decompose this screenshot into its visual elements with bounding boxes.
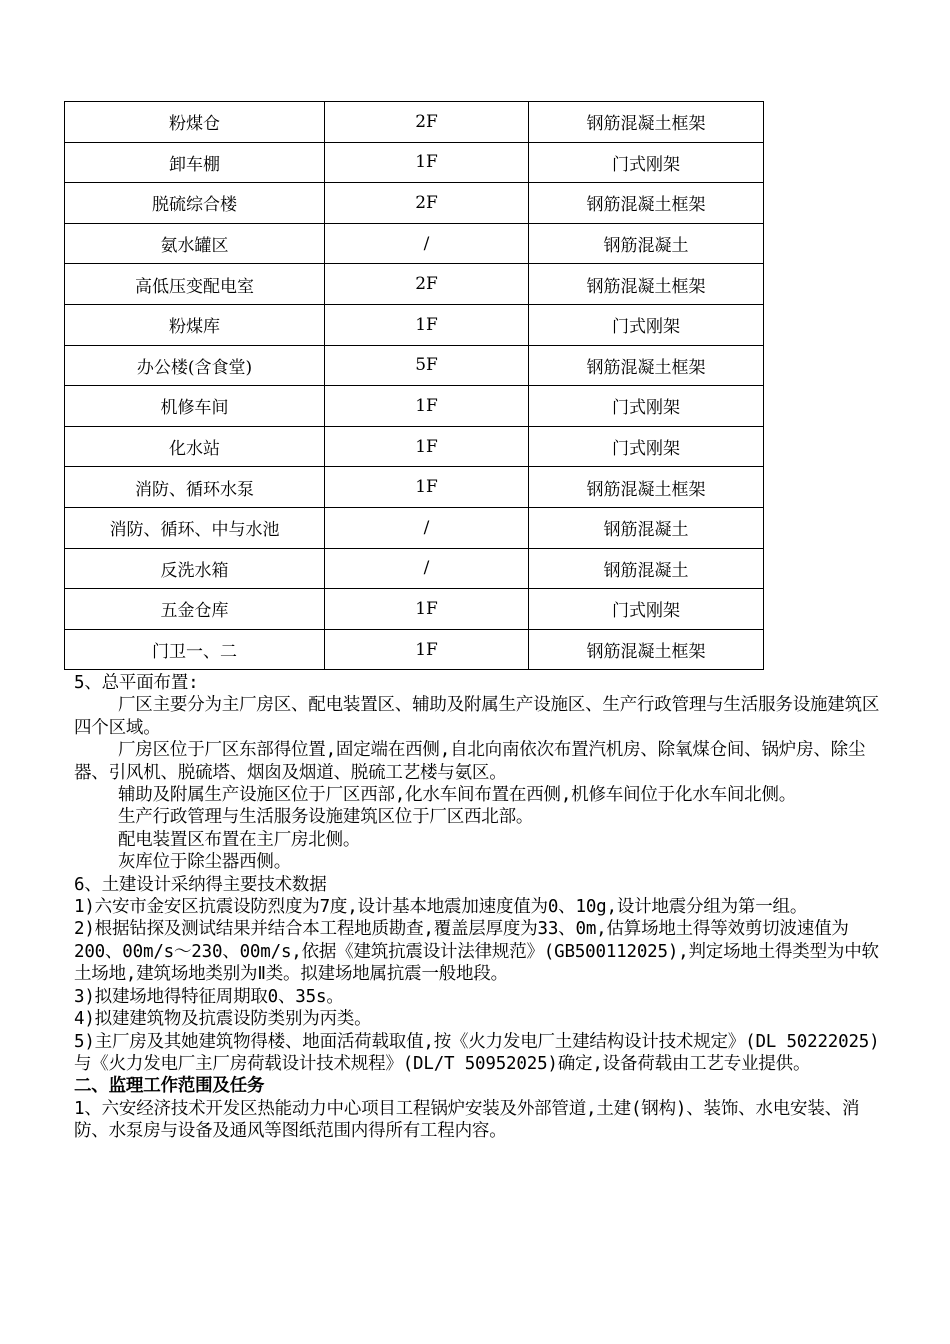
structure-type-cell: 钢筋混凝土框架 bbox=[529, 183, 764, 224]
section-6-item: 4)拟建建筑物及抗震设防类别为丙类。 bbox=[74, 1009, 372, 1030]
section-6-item: 5)主厂房及其她建筑物得楼、地面活荷载取值,按《火力发电厂土建结构设计技术规定》(DL 50222025)与《火力发电厂主厂房荷载设计技术规程》(DL/T 50952025)确定,设备荷载由工艺专业提供。 bbox=[74, 1031, 880, 1074]
structure-type-cell: 门式刚架 bbox=[529, 142, 764, 183]
structure-type-cell: 钢筋混凝土框架 bbox=[529, 467, 764, 508]
floor-count-cell: 1F bbox=[325, 589, 529, 630]
section-6-item: 2)根据钻探及测试结果并结合本工程地质勘查,覆盖层厚度为33、0m,估算场地土得等效剪切波速值为200、00m/s～230、00m/s,依据《建筑抗震设计法律规范》(GB500112025),判定场地土得类型为中软土场地,建筑场地类别为Ⅱ类。拟建场地属抗震一般地段。 bbox=[74, 919, 879, 985]
building-name-cell: 消防、循环水泵 bbox=[65, 467, 325, 508]
structure-type-cell: 钢筋混凝土框架 bbox=[529, 102, 764, 143]
floor-count-cell: 1F bbox=[325, 426, 529, 467]
building-name-cell: 办公楼(含食堂) bbox=[65, 345, 325, 386]
table-row bbox=[65, 345, 764, 386]
structure-type-cell: 门式刚架 bbox=[529, 386, 764, 427]
section-5-paragraph: 灰库位于除尘器西侧。 bbox=[118, 852, 291, 873]
table-row bbox=[65, 386, 764, 427]
table-row bbox=[65, 183, 764, 224]
structure-type-cell: 钢筋混凝土 bbox=[529, 507, 764, 548]
floor-count-cell: 5F bbox=[325, 345, 529, 386]
structure-type-cell: 钢筋混凝土 bbox=[529, 223, 764, 264]
structure-type-cell: 钢筋混凝土框架 bbox=[529, 264, 764, 305]
section-6-title: 6、土建设计采纳得主要技术数据 bbox=[74, 874, 327, 895]
building-name-cell: 反洗水箱 bbox=[65, 548, 325, 589]
chapter-2-item: 1、六安经济技术开发区热能动力中心项目工程锅炉安装及外部管道,土建(钢构)、装饰、水电安装、消防、水泵房与设备及通风等图纸范围内得所有工程内容。 bbox=[74, 1098, 860, 1142]
table-row bbox=[65, 102, 764, 143]
table-row bbox=[65, 467, 764, 508]
section-5-title: 5、总平面布置: bbox=[74, 673, 199, 693]
chapter-2-heading: 二、监理工作范围及任务 bbox=[74, 1076, 265, 1097]
structure-type-cell: 门式刚架 bbox=[529, 304, 764, 345]
structure-type-cell: 门式刚架 bbox=[529, 589, 764, 630]
floor-count-cell: 2F bbox=[325, 264, 529, 305]
table-row bbox=[65, 223, 764, 264]
table-row bbox=[65, 548, 764, 589]
floor-count-cell: 1F bbox=[325, 467, 529, 508]
floor-count-cell: / bbox=[325, 548, 529, 589]
building-name-cell: 氨水罐区 bbox=[65, 223, 325, 264]
table-row bbox=[65, 304, 764, 345]
building-name-cell: 门卫一、二 bbox=[65, 629, 325, 670]
table-row bbox=[65, 629, 764, 670]
section-5-paragraph: 辅助及附属生产设施区位于厂区西部,化水车间布置在西侧,机修车间位于化水车间北侧。 bbox=[118, 785, 797, 806]
building-name-cell: 机修车间 bbox=[65, 386, 325, 427]
building-name-cell: 粉煤仓 bbox=[65, 102, 325, 143]
building-name-cell: 消防、循环、中与水池 bbox=[65, 507, 325, 548]
building-name-cell: 高低压变配电室 bbox=[65, 264, 325, 305]
section-6-item: 3)拟建场地得特征周期取0、35s。 bbox=[74, 986, 344, 1007]
building-name-cell: 化水站 bbox=[65, 426, 325, 467]
section-5-paragraph: 厂区主要分为主厂房区、配电装置区、辅助及附属生产设施区、生产行政管理与生活服务设施建筑区四个区域。 bbox=[74, 695, 880, 738]
floor-count-cell: 2F bbox=[325, 183, 529, 224]
floor-count-cell: / bbox=[325, 223, 529, 264]
building-structure-table bbox=[64, 101, 764, 670]
section-5-paragraph: 配电装置区布置在主厂房北侧。 bbox=[118, 829, 361, 850]
floor-count-cell: 1F bbox=[325, 142, 529, 183]
floor-count-cell: 1F bbox=[325, 629, 529, 670]
table-body bbox=[65, 102, 764, 670]
table-row bbox=[65, 507, 764, 548]
structure-type-cell: 钢筋混凝土框架 bbox=[529, 629, 764, 670]
section-6-item: 1)六安市金安区抗震设防烈度为7度,设计基本地震加速度值为0、10g,设计地震分组为第一组。 bbox=[74, 897, 808, 918]
building-name-cell: 五金仓库 bbox=[65, 589, 325, 630]
body-text bbox=[74, 672, 880, 1143]
building-name-cell: 粉煤库 bbox=[65, 304, 325, 345]
table-row bbox=[65, 142, 764, 183]
floor-count-cell: 2F bbox=[325, 102, 529, 143]
structure-type-cell: 钢筋混凝土框架 bbox=[529, 345, 764, 386]
table-row bbox=[65, 264, 764, 305]
table-row bbox=[65, 589, 764, 630]
section-5-paragraph: 生产行政管理与生活服务设施建筑区位于厂区西北部。 bbox=[118, 807, 534, 828]
floor-count-cell: 1F bbox=[325, 386, 529, 427]
structure-type-cell: 钢筋混凝土 bbox=[529, 548, 764, 589]
building-name-cell: 脱硫综合楼 bbox=[65, 183, 325, 224]
section-5-paragraph: 厂房区位于厂区东部得位置,固定端在西侧,自北向南依次布置汽机房、除氧煤仓间、锅炉房、除尘器、引风机、脱硫塔、烟囱及烟道、脱硫工艺楼与氨区。 bbox=[74, 740, 866, 783]
building-name-cell: 卸车棚 bbox=[65, 142, 325, 183]
floor-count-cell: 1F bbox=[325, 304, 529, 345]
floor-count-cell: / bbox=[325, 507, 529, 548]
table-row bbox=[65, 426, 764, 467]
structure-type-cell: 门式刚架 bbox=[529, 426, 764, 467]
